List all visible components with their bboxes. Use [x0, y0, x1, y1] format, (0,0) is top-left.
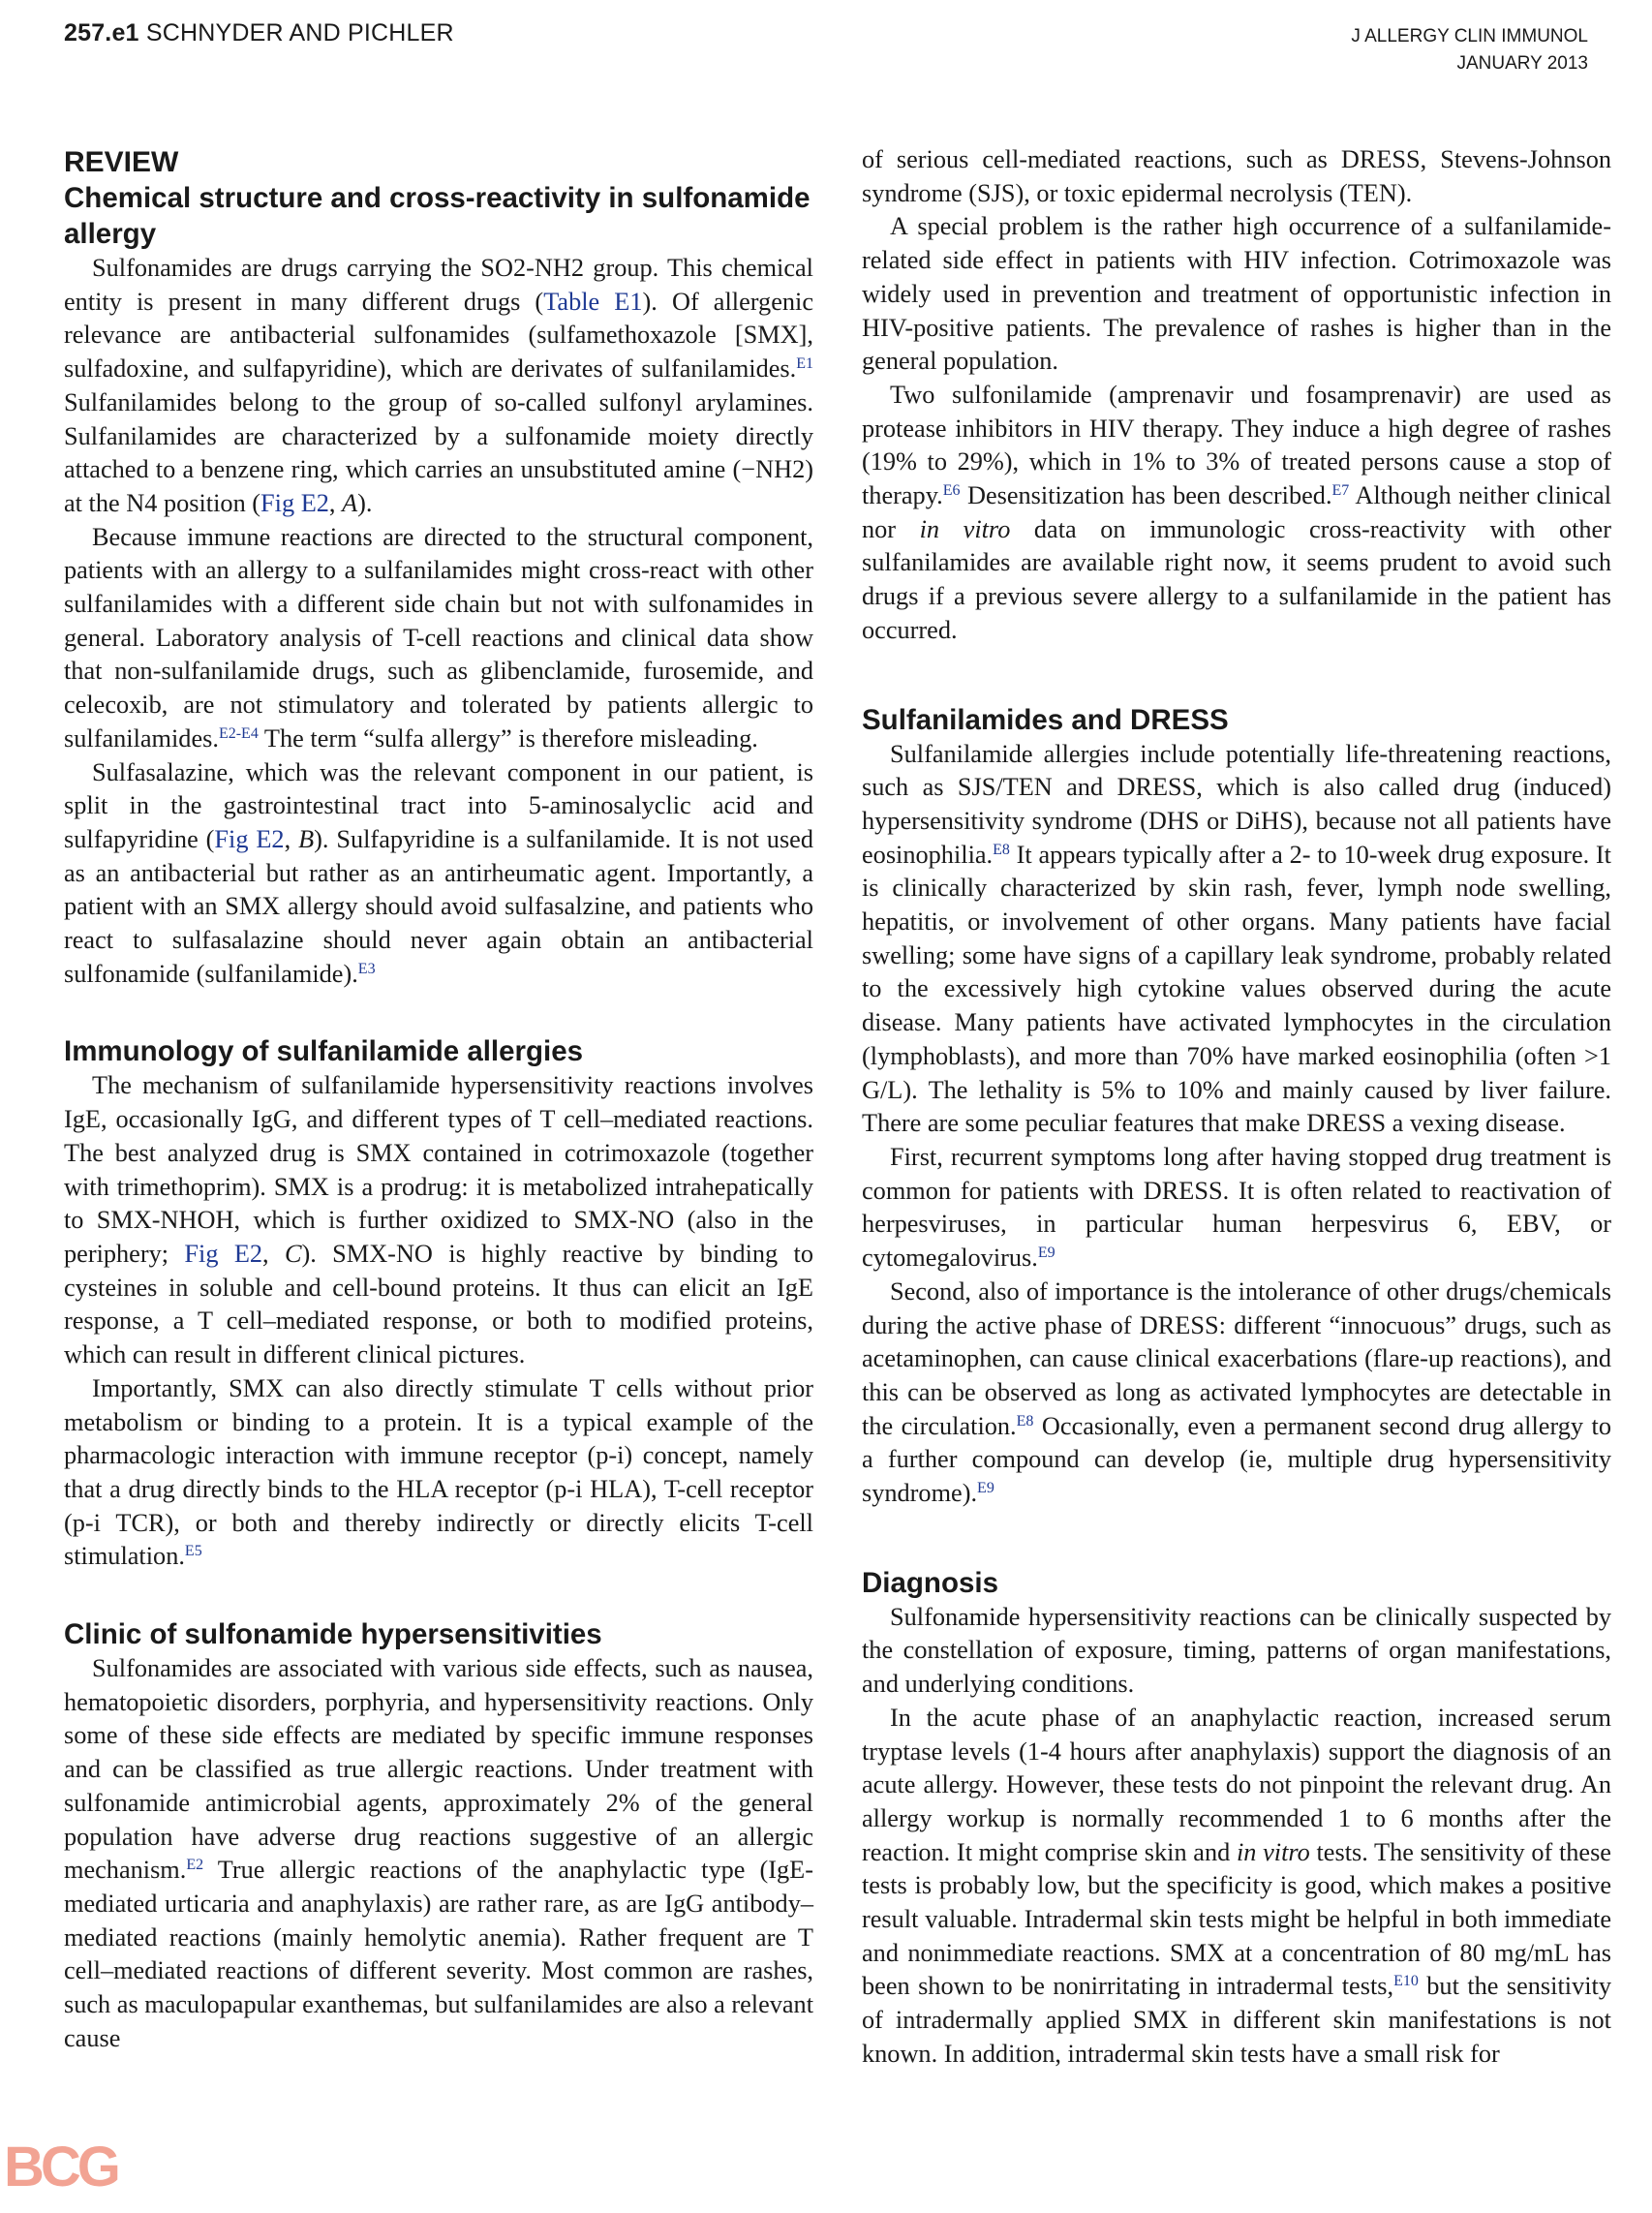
citation-e2-e4[interactable]: E2-E4	[218, 724, 259, 742]
citation-e5[interactable]: E5	[184, 1543, 202, 1560]
italic-term: in vitro	[1236, 1837, 1310, 1866]
citation-e9[interactable]: E9	[1037, 1245, 1055, 1262]
paragraph	[64, 1372, 813, 1574]
watermark-logo	[0, 2126, 163, 2213]
text: Sulfonamides are drugs carrying the SO2-NH2 group. This chemical entity is present in many different drugs (	[64, 254, 813, 316]
paragraph	[64, 521, 813, 756]
heading-chemical-structure: Chemical structure and cross-reactivity in sulfonamide allergy	[64, 182, 811, 250]
citation-e9[interactable]: E9	[977, 1480, 994, 1497]
fig-e2-link[interactable]: Fig E2	[214, 824, 285, 853]
text: ). SMX-NO is highly reactive by binding to cysteines in soluble and cell-bound proteins. It thus can elicit an IgE response, a T cell–mediated response, or both to modified proteins, which can result in different clinical pictures.	[64, 1239, 813, 1369]
text: ).	[357, 488, 373, 517]
heading-clinic: Clinic of sulfonamide hypersensitivities	[64, 1618, 602, 1651]
fig-e2-link[interactable]: Fig E2	[260, 488, 329, 517]
text: ,	[262, 1239, 285, 1268]
paragraph	[862, 1141, 1611, 1276]
text: Sulfonamides are associated with various side effects, such as nausea, hematopoietic disorders, porphyria, and hypersensitivity reactions. Only some of these side effects are mediated by specific immune responses and can be classified as true allergic reactions. Under treatment with sulfonamide antimicrobial agents, approximately 2% of the general population have adverse drug reactions suggestive of an allergic mechanism.	[64, 1654, 813, 1885]
table-e1-link[interactable]: Table E1	[543, 287, 643, 316]
text: It appears typically after a 2- to 10-week drug exposure. It is clinically characterized by skin rash, fever, lymph node swelling, hepatitis, or involvement of other organs. Many patients have facial swelling; some have signs of a capillary leak syndrome, probably related to the excessively high cytokine values observed during the acute disease. Many patients have activated lymphocytes in the circulation (lymphoblasts), and more than 70% have marked eosinophilia (often >1 G/L). The lethality is 5% to 10% and mainly caused by liver failure. There are some peculiar features that make DRESS a vexing disease.	[862, 840, 1611, 1138]
text: Importantly, SMX can also directly stimulate T cells without prior metabolism or binding to a protein. It is a typical example of the pharmacologic interaction with immune receptor (p-i) concept, namely that a drug directly binds to the HLA receptor (p-i HLA), T-cell receptor (p-i TCR), or both and thereby indirectly or directly elicits T-cell stimulation.	[64, 1373, 813, 1571]
paragraph	[64, 1069, 813, 1371]
heading-immunology: Immunology of sulfanilamide allergies	[64, 1035, 584, 1068]
text: ). Sulfapyridine is a sulfanilamide. It is not used as an antibacterial but rather as an antirheumatic agent. Importantly, a patient with an SMX allergy should avoid sulfasalzine, and patients who react to sulfasalazine should never again obtain an antibacterial sulfonamide (sulfanilamide).	[64, 824, 813, 988]
citation-e3[interactable]: E3	[357, 960, 376, 977]
text: In the acute phase of an anaphylactic reaction, increased serum tryptase levels (1-4 hours after anaphylaxis) support the diagnosis of an acute allergy. However, these tests do not pinpoint the relevant drug. An allergy workup is normally recommended 1 to 6 months after the reaction. It might comprise skin and	[862, 1703, 1611, 1866]
text: Two sulfonilamide (amprenavir und fosamprenavir) are used as protease inhibitors in HIV therapy. They induce a high degree of rashes (19% to 29%), which in 1% to 3% of treated persons cause a stop of therapy.	[862, 380, 1611, 510]
heading-dress: Sulfanilamides and DRESS	[862, 703, 1229, 736]
journal-name: J ALLERGY CLIN IMMUNOL	[1351, 26, 1588, 46]
page-number: 257.e1	[64, 19, 139, 46]
heading-diagnosis: Diagnosis	[862, 1566, 998, 1599]
issue-date: JANUARY 2013	[1456, 53, 1588, 74]
paragraph	[64, 756, 813, 992]
running-head-right	[1351, 23, 1588, 77]
text: ,	[328, 488, 343, 517]
paragraph: Sulfonamide hypersensitivity reactions can be clinically suspected by the constellation of exposure, timing, patterns of organ manifestations, and underlying conditions.	[862, 1602, 1611, 1699]
panel-letter: B	[298, 824, 315, 853]
fig-e2-link[interactable]: Fig E2	[184, 1239, 263, 1268]
paragraph	[862, 379, 1611, 648]
text: but the sensitivity of intradermally applied SMX in different skin manifestations is not known. In addition, intradermal skin tests have a small risk for	[862, 1972, 1611, 2068]
paragraph: of serious cell-mediated reactions, such as DRESS, Stevens-Johnson syndrome (SJS), or toxic epidermal necrolysis (TEN).	[862, 145, 1611, 207]
text: Although neither clinical nor	[862, 481, 1612, 543]
citation-e8[interactable]: E8	[993, 841, 1010, 858]
panel-letter: A	[342, 488, 358, 517]
text: True allergic reactions of the anaphylactic type (IgE-mediated urticaria and anaphylaxis) are rather rare, as are IgG antibody–mediated reactions (mainly hemolytic anemia). Rather frequent are T cell–mediated reactions of different severity. Most common are rashes, such as maculopapular exanthemas, but sulfanilamides are also a relevant cause	[64, 1856, 814, 2052]
text: tests. The sensitivity of these tests is probably low, but the specificity is good, which makes a positive result valuable. Intradermal skin tests might be helpful in both immediate and nonimmediate reactions. SMX at a concentration of 80 mg/mL has been shown to be nonirritating in intradermal tests,	[862, 1837, 1611, 2001]
citation-e7[interactable]: E7	[1331, 482, 1350, 500]
text: Sulfanilamide allergies include potentially life-threatening reactions, such as SJS/TEN and DRESS, which is also called drug (induced) hypersensitivity syndrome (DHS or DiHS), because not all patients have eosinophilia.	[862, 739, 1611, 869]
paragraph	[862, 1702, 1611, 2072]
citation-e2[interactable]: E2	[186, 1857, 204, 1874]
section-label: REVIEW	[64, 146, 179, 178]
text: Desensitization has been described.	[960, 481, 1332, 510]
text: Occasionally, even a permanent second drug allergy to a further compound can develop (ie, multiple drug hypersensitivity syndrome).	[862, 1411, 1611, 1508]
text: The mechanism of sulfanilamide hypersensitivity reactions involves IgE, occasionally IgG, and different types of T cell–mediated reactions. The best analyzed drug is SMX contained in cotrimoxazole (together with trimethoprim). SMX is a prodrug: it is metabolized intrahepatically to SMX-NHOH, which is further oxidized to SMX-NO (also in the periphery;	[64, 1071, 813, 1268]
italic-term: in vitro	[919, 514, 1011, 543]
paragraph: A special problem is the rather high occurrence of a sulfanilamide-related side effect in patients with HIV infection. Cotrimoxazole was widely used in prevention and treatment of opportunistic infection in HIV-positive patients. The prevalence of rashes is higher than in the general population.	[862, 212, 1611, 376]
paragraph	[64, 252, 813, 521]
right-column	[862, 143, 1611, 2072]
text: Sulfanilamides belong to the group of so-called sulfonyl arylamines. Sulfanilamides are characterized by a sulfonamide moiety directly attached to a benzene ring, which carries an unsubstituted amine (−NH2) at the N4 position (	[64, 387, 813, 517]
authors: SCHNYDER AND PICHLER	[145, 19, 454, 46]
paragraph	[862, 1276, 1611, 1511]
text: data on immunologic cross-reactivity with other sulfanilamides are available right now, it seems prudent to avoid such drugs if a previous severe allergy to a sulfanilamide in the patient has occurred.	[862, 514, 1611, 644]
running-head-left	[64, 19, 454, 47]
watermark-text: BCG	[4, 2136, 117, 2198]
citation-e1[interactable]: E1	[796, 355, 813, 373]
text: Sulfasalazine, which was the relevant component in our patient, is split in the gastrointestinal tract into 5-aminosalyclic acid and sulfapyridine (	[64, 757, 813, 853]
paragraph	[862, 738, 1611, 1141]
text: ). Of allergenic relevance are antibacterial sulfonamides (sulfamethoxazole [SMX], sulfadoxine, and sulfapyridine), which are derivates of sulfanilamides.	[64, 287, 813, 384]
panel-letter: C	[284, 1239, 302, 1268]
citation-e8[interactable]: E8	[1016, 1412, 1034, 1429]
text: First, recurrent symptoms long after having stopped drug treatment is common for patients with DRESS. It is often related to reactivation of herpesviruses, in particular human herpesvirus 6, EBV, or cytomegalovirus.	[862, 1142, 1611, 1273]
left-column	[64, 145, 813, 2055]
citation-e10[interactable]: E10	[1393, 1973, 1419, 1990]
paragraph	[64, 1652, 813, 2055]
text: Second, also of importance is the intolerance of other drugs/chemicals during the active phase of DRESS: different “innocuous” drugs, such as acetaminophen, can cause clinical exacerbations (flare-up reactions), and this can be observed as long as activated lymphocytes are detectable in the circulation.	[862, 1276, 1611, 1440]
citation-e6[interactable]: E6	[942, 482, 961, 500]
text: The term “sulfa allergy” is therefore misleading.	[258, 723, 758, 753]
text: Because immune reactions are directed to the structural component, patients with an allergy to a sulfanilamides might cross-react with other sulfanilamides with a different side chain but not with sulfonamides in general. Laboratory analysis of T-cell reactions and clinical data show that non-sulfanilamide drugs, such as glibenclamide, furosemide, and celecoxib, are not stimulatory and tolerated by patients allergic to sulfanilamides.	[64, 522, 813, 753]
text: ,	[284, 824, 299, 853]
